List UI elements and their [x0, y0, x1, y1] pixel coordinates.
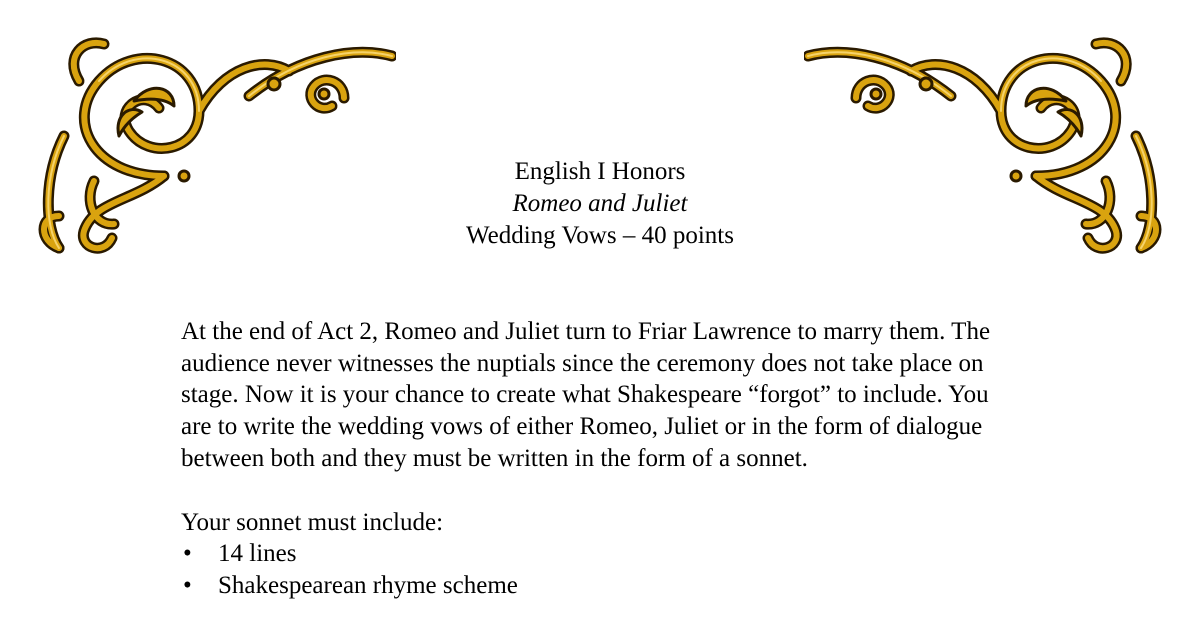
bullet-icon: • — [183, 540, 192, 568]
list-item — [181, 538, 1021, 570]
instructions-paragraph: At the end of Act 2, Romeo and Juliet turn to Friar Lawrence to marry them. The audience never witnesses the nuptials since the ceremony does not take place on stage. Now it is your chance to create what Shakespeare “forgot” to include. You are to write the wedding vows of either Romeo, Juliet or in the form of dialogue between both and they must be written in the form of a sonnet. — [181, 318, 991, 472]
play-title: Romeo and Juliet — [512, 190, 688, 217]
list-item-text: 14 lines — [218, 540, 297, 568]
list-item — [181, 570, 1021, 602]
bullet-icon: • — [183, 571, 192, 599]
list-item-text: Shakespearean rhyme scheme — [218, 571, 518, 599]
requirements-heading: Your sonnet must include: — [181, 508, 444, 536]
document-header — [0, 156, 1200, 252]
requirements-list — [181, 538, 1021, 601]
course-name: English I Honors — [514, 158, 686, 185]
document-body — [181, 316, 1021, 602]
assignment-title: Wedding Vows – 40 points — [466, 222, 734, 249]
